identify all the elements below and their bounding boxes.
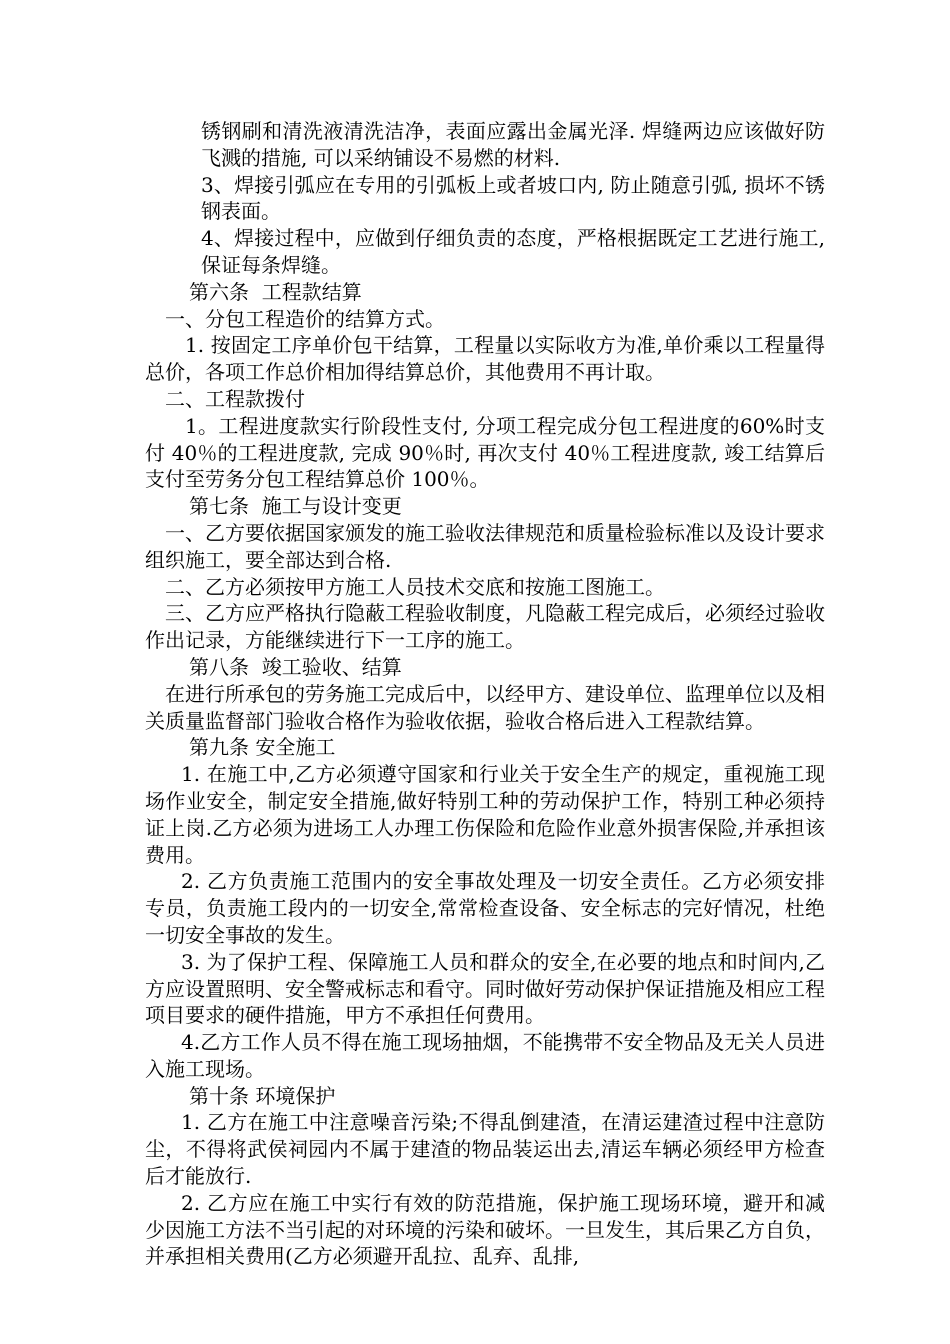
paragraph: 第十条 环境保护 [189, 1083, 336, 1108]
paragraph: 第六条 工程款结算 [189, 279, 362, 304]
paragraph: 2. 乙方应在施工中实行有效的防范措施，保护施工现场环境，避开和减少因施工方法不当引起的对环境的污染和破坏。一旦发生，其后果乙方自负，并承担相关费用(乙方必须避开乱拉、乱弃、乱排, [145, 1190, 825, 1269]
paragraph: 一、乙方要依据国家颁发的施工验收法律规范和质量检验标准以及设计要求组织施工，要全部达到合格. [145, 520, 825, 572]
document-body [145, 118, 832, 1270]
paragraph: 第八条 竣工验收、结算 [189, 654, 402, 679]
paragraph: 1。工程进度款实行阶段性支付, 分项工程完成分包工程进度的60%时支付 40％的工程进度款, 完成 90％时, 再次支付 40％工程进度款, 竣工结算后支付至劳务分包工程结算总价 100％。 [145, 413, 825, 492]
paragraph: 第九条 安全施工 [189, 735, 336, 760]
paragraph: 2. 乙方负责施工范围内的安全事故处理及一切安全责任。乙方必须安排专员，负责施工段内的一切安全,常常检查设备、安全标志的完好情况，杜绝一切安全事故的发生。 [145, 869, 825, 947]
paragraph: 第七条 施工与设计变更 [189, 494, 402, 519]
paragraph: 1. 按固定工序单价包干结算，工程量以实际收方为准,单价乘以工程量得总价，各项工作总价相加得结算总价，其他费用不再计取。 [145, 333, 825, 385]
paragraph: 二、工程款拨付 [165, 386, 305, 411]
paragraph: 1. 在施工中,乙方必须遵守国家和行业关于安全生产的规定，重视施工现场作业安全，制定安全措施,做好特别工种的劳动保护工作，特别工种必须持证上岗.乙方必须为进场工人办理工伤保险和危险作业意外损害保险,并承担该费用。 [145, 762, 825, 867]
paragraph: 1. 乙方在施工中注意噪音污染;不得乱倒建渣，在清运建渣过程中注意防尘，不得将武侯祠园内不属于建渣的物品装运出去,清运车辆必须经甲方检查后才能放行. [145, 1110, 825, 1189]
paragraph: 二、乙方必须按甲方施工人员技术交底和按施工图施工。 [165, 574, 665, 599]
paragraph: 4.乙方工作人员不得在施工现场抽烟，不能携带不安全物品及无关人员进入施工现场。 [145, 1030, 825, 1081]
paragraph: 在进行所承包的劳务施工完成后中，以经甲方、建设单位、监理单位以及相关质量监督部门验收合格作为验收依据，验收合格后进入工程款结算。 [145, 681, 825, 733]
paragraph: 一、分包工程造价的结算方式。 [165, 306, 445, 331]
paragraph: 4、焊接过程中，应做到仔细负责的态度，严格根据既定工艺进行施工, 保证每条焊缝。 [201, 226, 832, 277]
paragraph: 3、焊接引弧应在专用的引弧板上或者坡口内, 防止随意引弧, 损坏不锈钢表面。 [201, 172, 825, 224]
paragraph: 锈钢刷和清洗液清洗洁净，表面应露出金属光泽. 焊缝两边应该做好防飞溅的措施, 可以采纳铺设不易燃的材料. [201, 119, 825, 170]
paragraph: 三、乙方应严格执行隐蔽工程验收制度，凡隐蔽工程完成后，必须经过验收作出记录，方能继续进行下一工序的施工。 [145, 601, 825, 653]
paragraph: 3. 为了保护工程、保障施工人员和群众的安全,在必要的地点和时间内,乙方应设置照明、安全警戒标志和看守。同时做好劳动保护保证措施及相应工程项目要求的硬件措施，甲方不承担任何费用。 [145, 949, 825, 1028]
